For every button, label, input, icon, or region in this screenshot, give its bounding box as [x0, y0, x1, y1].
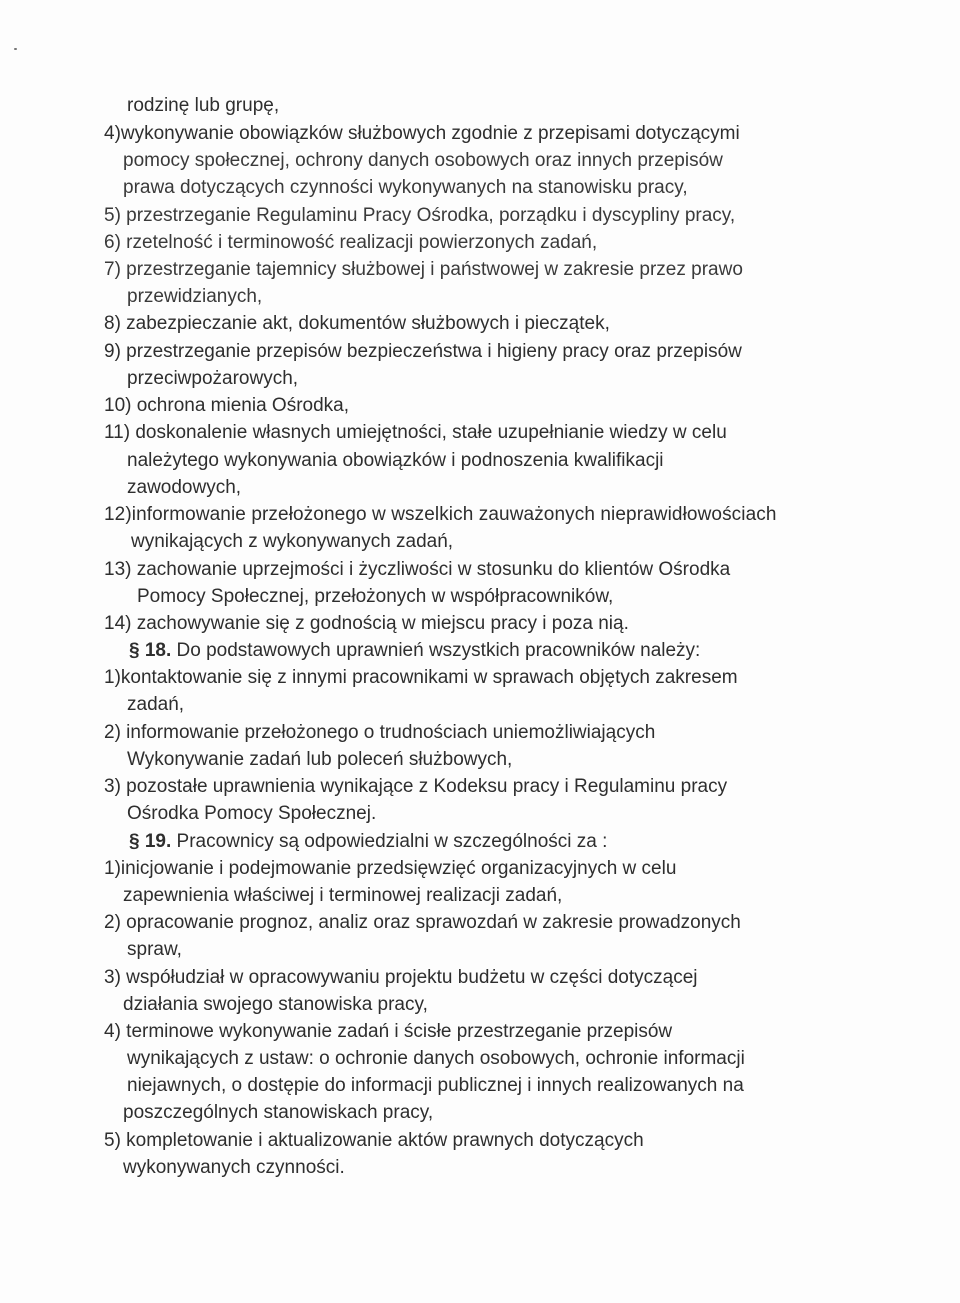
text-line: Ośrodka Pomocy Społecznej.: [127, 803, 377, 824]
section-19-heading: [129, 830, 607, 854]
text-line: zawodowych,: [127, 477, 242, 498]
section-number: § 18.: [129, 640, 172, 661]
text-line: 14) zachowywanie się z godnością w miejscu pracy i poza nią.: [104, 613, 629, 634]
section-text: Pracownicy są odpowiedzialni w szczególności za :: [171, 831, 608, 852]
text-line: pomocy społecznej, ochrony danych osobowych oraz innych przepisów: [123, 150, 723, 171]
text-line: należytego wykonywania obowiązków i podnoszenia kwalifikacji: [127, 450, 664, 471]
text-line: poszczególnych stanowiskach pracy,: [123, 1102, 434, 1123]
text-line: prawa dotyczących czynności wykonywanych na stanowisku pracy,: [123, 177, 688, 198]
section-text: Do podstawowych uprawnień wszystkich pracowników należy:: [171, 640, 701, 661]
text-line: zadań,: [127, 694, 185, 715]
text-line: działania swojego stanowiska pracy,: [123, 994, 428, 1015]
text-line: 13) zachowanie uprzejmości i życzliwości w stosunku do klientów Ośrodka: [104, 559, 731, 580]
text-line: Pomocy Społecznej, przełożonych w współpracowników,: [137, 586, 614, 607]
text-line: 5) przestrzeganie Regulaminu Pracy Ośrodka, porządku i dyscypliny pracy,: [104, 205, 736, 226]
text-line: rodzinę lub grupę,: [127, 95, 280, 116]
text-line: 11) doskonalenie własnych umiejętności, stałe uzupełnianie wiedzy w celu: [104, 422, 727, 443]
text-line: 1)kontaktowanie się z innymi pracownikami w sprawach objętych zakresem: [104, 667, 738, 688]
text-line: wykonywanych czynności.: [123, 1157, 345, 1178]
scan-speck: [14, 48, 17, 50]
text-line: 4)wykonywanie obowiązków służbowych zgodnie z przepisami dotyczącymi: [104, 123, 740, 144]
text-line: 2) informowanie przełożonego o trudnościach uniemożliwiających: [104, 722, 656, 743]
text-line: spraw,: [127, 939, 182, 960]
text-line: 4) terminowe wykonywanie zadań i ścisłe przestrzeganie przepisów: [104, 1021, 673, 1042]
text-line: niejawnych, o dostępie do informacji publicznej i innych realizowanych na: [127, 1075, 744, 1096]
text-line: 12)informowanie przełożonego w wszelkich zauważonych nieprawidłowościach: [104, 504, 777, 525]
text-line: 3) pozostałe uprawnienia wynikające z Kodeksu pracy i Regulaminu pracy: [104, 776, 728, 797]
text-line: 10) ochrona mienia Ośrodka,: [104, 395, 350, 416]
text-line: 1)inicjowanie i podejmowanie przedsięwzięć organizacyjnych w celu: [104, 858, 677, 879]
text-line: 2) opracowanie prognoz, analiz oraz sprawozdań w zakresie prowadzonych: [104, 912, 741, 933]
text-line: 9) przestrzeganie przepisów bezpieczeństwa i higieny pracy oraz przepisów: [104, 341, 742, 362]
text-line: zapewnienia właściwej i terminowej realizacji zadań,: [123, 885, 563, 906]
text-line: 6) rzetelność i terminowość realizacji powierzonych zadań,: [104, 232, 598, 253]
text-line: wynikających z ustaw: o ochronie danych osobowych, ochronie informacji: [127, 1048, 745, 1069]
section-number: § 19.: [129, 831, 172, 852]
section-18-heading: [129, 639, 700, 663]
text-line: wynikających z wykonywanych zadań,: [131, 531, 454, 552]
text-line: przewidzianych,: [127, 286, 263, 307]
text-line: przeciwpożarowych,: [127, 368, 299, 389]
text-line: Wykonywanie zadań lub poleceń służbowych,: [127, 749, 513, 770]
text-line: 7) przestrzeganie tajemnicy służbowej i państwowej w zakresie przez prawo: [104, 259, 743, 280]
text-line: 3) współudział w opracowywaniu projektu budżetu w części dotyczącej: [104, 967, 698, 988]
text-line: 5) kompletowanie i aktualizowanie aktów prawnych dotyczących: [104, 1130, 644, 1151]
text-line: 8) zabezpieczanie akt, dokumentów służbowych i pieczątek,: [104, 313, 610, 334]
